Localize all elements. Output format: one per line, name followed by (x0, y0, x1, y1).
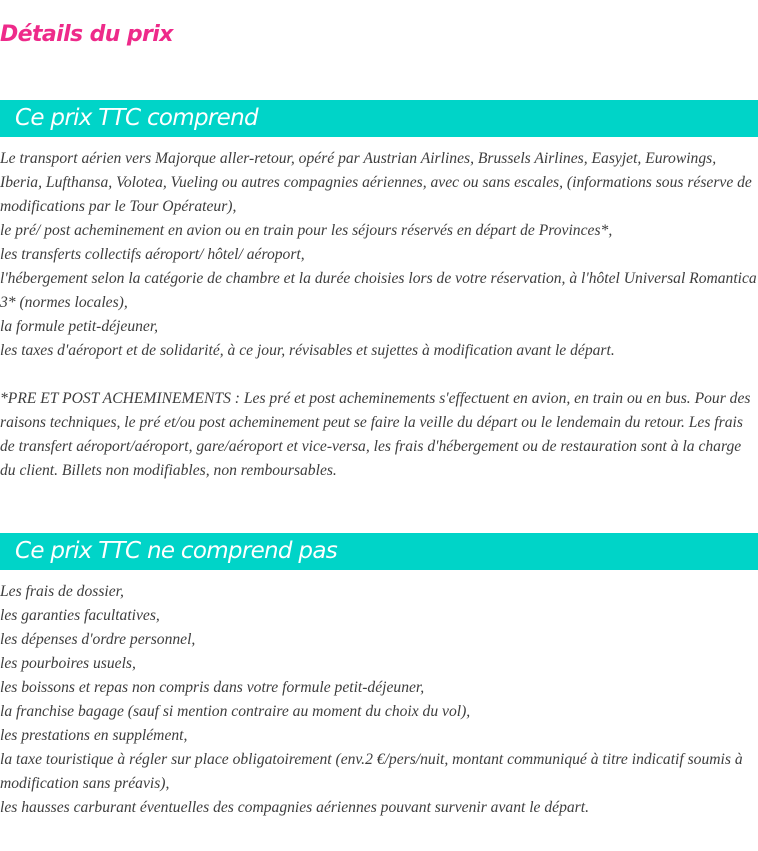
list-item: la taxe touristique à régler sur place obligatoirement (env.2 €/pers/nuit, montant communiqué à titre indicatif soumis à modification sans préavis), (0, 751, 743, 792)
list-item: les prestations en supplément, (0, 727, 188, 744)
list-item: l'hébergement selon la catégorie de chambre et la durée choisies lors de votre réservation, à l'hôtel Universal Romantica 3* (normes locales), (0, 270, 757, 311)
pre-post-note: *PRE ET POST ACHEMINEMENTS : Les pré et post acheminements s'effectuent en avion, en train ou en bus. Pour des raisons techniques, le pré et/ou post acheminement peut se faire la veille du départ ou le lendemain du retour. Les frais de transfert aéroport/aéroport, gare/aéroport et vice-versa, les frais d'hébergement ou de restauration sont à la charge du client. Billets non modifiables, non remboursables. (0, 390, 751, 479)
list-item: la franchise bagage (sauf si mention contraire au moment du choix du vol), (0, 703, 471, 720)
list-item: les transferts collectifs aéroport/ hôtel/ aéroport, (0, 246, 305, 263)
included-section-header (0, 100, 758, 137)
excluded-section-header (0, 533, 758, 570)
list-item: les pourboires usuels, (0, 655, 136, 672)
list-item: Le transport aérien vers Majorque aller-retour, opéré par Austrian Airlines, Brussels Airlines, Easyjet, Eurowings, Iberia, Lufthansa, Volotea, Vueling ou autres compagnies aériennes, avec ou sans escales, (informations sous réserve de modifications par le Tour Opérateur), (0, 150, 752, 215)
list-item: la formule petit-déjeuner, (0, 318, 159, 335)
list-item: les garanties facultatives, (0, 607, 160, 624)
included-list (0, 147, 758, 363)
included-heading: Ce prix TTC comprend (15, 105, 258, 131)
excluded-list (0, 580, 758, 820)
list-item: le pré/ post acheminement en avion ou en train pour les séjours réservés en départ de Provinces*, (0, 222, 613, 239)
list-item: les dépenses d'ordre personnel, (0, 631, 196, 648)
list-item: les hausses carburant éventuelles des compagnies aériennes pouvant survenir avant le départ. (0, 799, 589, 816)
list-item: les taxes d'aéroport et de solidarité, à ce jour, révisables et sujettes à modification avant le départ. (0, 342, 615, 359)
list-item: Les frais de dossier, (0, 583, 124, 600)
page-title: Détails du prix (0, 22, 173, 47)
excluded-heading: Ce prix TTC ne comprend pas (15, 538, 337, 564)
list-item: les boissons et repas non compris dans votre formule petit-déjeuner, (0, 679, 425, 696)
